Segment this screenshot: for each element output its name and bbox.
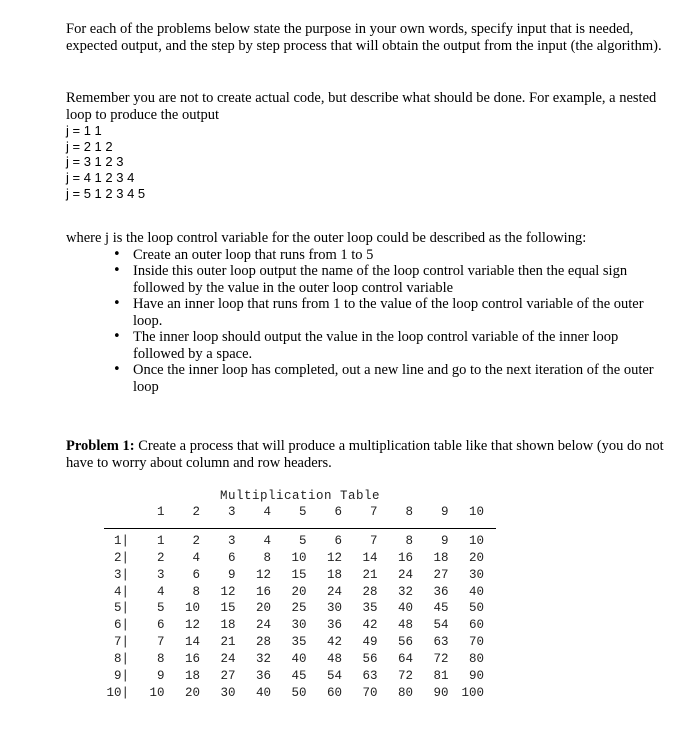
table-cell: 28 <box>362 584 378 599</box>
row-label: 3| <box>113 567 129 582</box>
table-cell: 24 <box>397 567 413 582</box>
table-row <box>104 617 504 634</box>
table-cell: 42 <box>362 618 378 633</box>
multiplication-table <box>104 488 504 702</box>
bullet-item: • Once the inner loop has completed, out a new line and go to the next iteration of the outer loop <box>66 362 666 395</box>
problem-1 <box>66 438 666 471</box>
table-cell: 40 <box>397 601 413 616</box>
table-cell: 18 <box>433 550 449 565</box>
table-cell: 40 <box>291 652 307 667</box>
column-header: 4 <box>263 505 271 519</box>
table-cell: 70 <box>468 635 484 650</box>
table-cell: 40 <box>468 584 484 599</box>
table-cell: 9 <box>227 567 236 582</box>
table-cell: 40 <box>255 685 271 700</box>
table-cell: 8 <box>192 584 200 599</box>
table-cell: 16 <box>255 584 271 599</box>
table-cell: 2 <box>156 550 165 565</box>
table-row <box>104 550 504 567</box>
table-cell: 10 <box>468 533 484 548</box>
example-line: j = 5 1 2 3 4 5 <box>66 185 146 201</box>
table-cell: 63 <box>362 669 378 684</box>
problem-1-label: Problem 1: <box>66 438 135 454</box>
table-cell: 30 <box>468 567 484 582</box>
row-label: 5| <box>113 601 129 616</box>
table-cell: 24 <box>326 584 342 599</box>
table-cell: 80 <box>468 652 484 667</box>
table-cell: 6 <box>192 567 200 582</box>
column-header: 6 <box>334 505 342 519</box>
table-row <box>104 584 504 601</box>
column-header: 10 <box>468 505 484 519</box>
table-cell: 36 <box>433 584 449 599</box>
table-cell: 6 <box>227 550 236 565</box>
table-cell: 20 <box>184 685 200 700</box>
table-cell: 42 <box>326 635 342 650</box>
table-cell: 9 <box>440 533 449 548</box>
table-cell: 14 <box>362 550 378 565</box>
table-cell: 18 <box>220 618 236 633</box>
table-cell: 9 <box>156 669 165 684</box>
table-cell: 10 <box>291 550 307 565</box>
table-cell: 60 <box>326 685 342 700</box>
table-cell: 21 <box>362 567 378 582</box>
table-cell: 24 <box>220 652 236 667</box>
bullet-item: • Have an inner loop that runs from 1 to the value of the loop control variable of the outer loop. <box>66 296 666 329</box>
table-cell: 15 <box>220 601 236 616</box>
table-cell: 12 <box>184 618 200 633</box>
table-cell: 54 <box>326 669 342 684</box>
example-line: j = 2 1 2 <box>66 138 113 154</box>
remember-text: Remember you are not to create actual code, but describe what should be done. For example, a nested loop to produce the output <box>66 90 657 123</box>
table-cell: 54 <box>433 618 449 633</box>
row-label: 7| <box>113 635 129 650</box>
table-cell: 32 <box>397 584 413 599</box>
table-cell: 27 <box>433 567 449 582</box>
table-cell: 27 <box>220 669 236 684</box>
table-cell: 10 <box>184 601 200 616</box>
table-cell: 4 <box>263 533 271 548</box>
table-cell: 14 <box>184 635 200 650</box>
bullet-item: • The inner loop should output the value in the loop control variable of the inner loop followed by a space. <box>66 329 666 362</box>
table-cell: 30 <box>291 618 307 633</box>
column-header: 5 <box>298 505 307 519</box>
table-cell: 63 <box>433 635 449 650</box>
table-cell: 32 <box>255 652 271 667</box>
table-cell: 7 <box>156 635 165 650</box>
table-row <box>104 600 504 617</box>
table-cell: 4 <box>156 584 165 599</box>
table-row <box>104 668 504 685</box>
column-header: 1 <box>156 505 165 519</box>
table-cell: 70 <box>362 685 378 700</box>
table-cell: 48 <box>397 618 413 633</box>
row-label: 6| <box>113 618 129 633</box>
table-cell: 24 <box>255 618 271 633</box>
table-cell: 35 <box>362 601 378 616</box>
table-row <box>104 651 504 668</box>
table-cell: 45 <box>433 601 449 616</box>
table-cell: 7 <box>369 533 378 548</box>
table-cell: 81 <box>433 669 449 684</box>
table-title: Multiplication Table <box>219 489 381 503</box>
table-cell: 5 <box>298 533 307 548</box>
bullet-item: • Create an outer loop that runs from 1 to 5 <box>66 247 666 264</box>
table-cell: 8 <box>156 652 165 667</box>
table-cell: 100 <box>461 685 484 700</box>
bullet-list <box>66 247 666 396</box>
table-cell: 36 <box>255 669 271 684</box>
table-cell: 20 <box>255 601 271 616</box>
table-row <box>104 685 504 702</box>
table-cell: 45 <box>291 669 307 684</box>
table-cell: 28 <box>255 635 271 650</box>
column-header: 2 <box>192 505 200 519</box>
column-header: 9 <box>440 505 449 519</box>
row-label: 1| <box>113 533 129 548</box>
table-cell: 30 <box>326 601 342 616</box>
description <box>66 230 666 395</box>
row-label: 8| <box>113 652 129 667</box>
column-header: 3 <box>227 505 236 519</box>
table-cell: 2 <box>192 533 200 548</box>
table-cell: 21 <box>220 635 236 650</box>
table-cell: 1 <box>156 533 165 548</box>
table-cell: 30 <box>220 685 236 700</box>
table-cell: 6 <box>156 618 165 633</box>
problem-1-text <box>66 438 666 471</box>
bullet-item: • Inside this outer loop output the name of the loop control variable then the equal sign followed by the value in the outer loop control variable <box>66 263 666 296</box>
table-cell: 25 <box>291 601 307 616</box>
table-cell: 90 <box>433 685 449 700</box>
example-line: j = 4 1 2 3 4 <box>66 170 135 186</box>
table-cell: 12 <box>326 550 342 565</box>
table-cell: 72 <box>397 669 413 684</box>
table-cell: 35 <box>291 635 307 650</box>
table-cell: 56 <box>397 635 413 650</box>
row-label: 4| <box>113 584 129 599</box>
column-header: 7 <box>369 505 378 519</box>
table-row <box>104 567 504 584</box>
table-cell: 90 <box>468 669 484 684</box>
table-cell: 80 <box>397 685 413 700</box>
table-cell: 3 <box>156 567 165 582</box>
table-cell: 56 <box>362 652 378 667</box>
header-rule <box>104 528 496 529</box>
table-cell: 4 <box>192 550 200 565</box>
table-cell: 12 <box>220 584 236 599</box>
table-row <box>104 533 504 550</box>
problem-1-description: Create a process that will produce a multiplication table like that shown below (you do not have to worry about column and row headers. <box>66 438 664 471</box>
table-cell: 5 <box>156 601 165 616</box>
table-cell: 12 <box>255 567 271 582</box>
table-cell: 64 <box>397 652 413 667</box>
table-row <box>104 634 504 651</box>
table-cell: 50 <box>468 601 484 616</box>
table-header-row <box>104 504 504 521</box>
table-cell: 18 <box>184 669 200 684</box>
example-line: j = 3 1 2 3 <box>66 154 124 170</box>
table-cell: 72 <box>433 652 449 667</box>
table-cell: 15 <box>291 567 307 582</box>
corner <box>104 504 129 521</box>
row-label: 10| <box>106 685 129 700</box>
table-cell: 6 <box>334 533 342 548</box>
intro-text: For each of the problems below state the purpose in your own words, specify input that is needed, expected output, and the step by step process that will obtain the output from the input (the algorithm). <box>66 21 662 54</box>
instructions <box>66 90 666 202</box>
row-label: 9| <box>113 669 129 684</box>
table-cell: 60 <box>468 618 484 633</box>
example-output <box>66 123 666 202</box>
table-cell: 3 <box>227 533 236 548</box>
column-header: 8 <box>405 505 413 519</box>
table-cell: 20 <box>468 550 484 565</box>
table-cell: 10 <box>149 685 165 700</box>
table-cell: 20 <box>291 584 307 599</box>
row-label: 2| <box>113 550 129 565</box>
where-text: where j is the loop control variable for the outer loop could be described as the following: <box>66 230 587 246</box>
table-cell: 16 <box>397 550 413 565</box>
intro-paragraph <box>66 21 666 54</box>
table-cell: 16 <box>184 652 200 667</box>
table-cell: 48 <box>326 652 342 667</box>
table-cell: 8 <box>263 550 271 565</box>
table-cell: 18 <box>326 567 342 582</box>
table-cell: 49 <box>362 635 378 650</box>
table-cell: 50 <box>291 685 307 700</box>
table-cell: 8 <box>405 533 413 548</box>
example-line: j = 1 1 <box>66 123 102 138</box>
table-cell: 36 <box>326 618 342 633</box>
